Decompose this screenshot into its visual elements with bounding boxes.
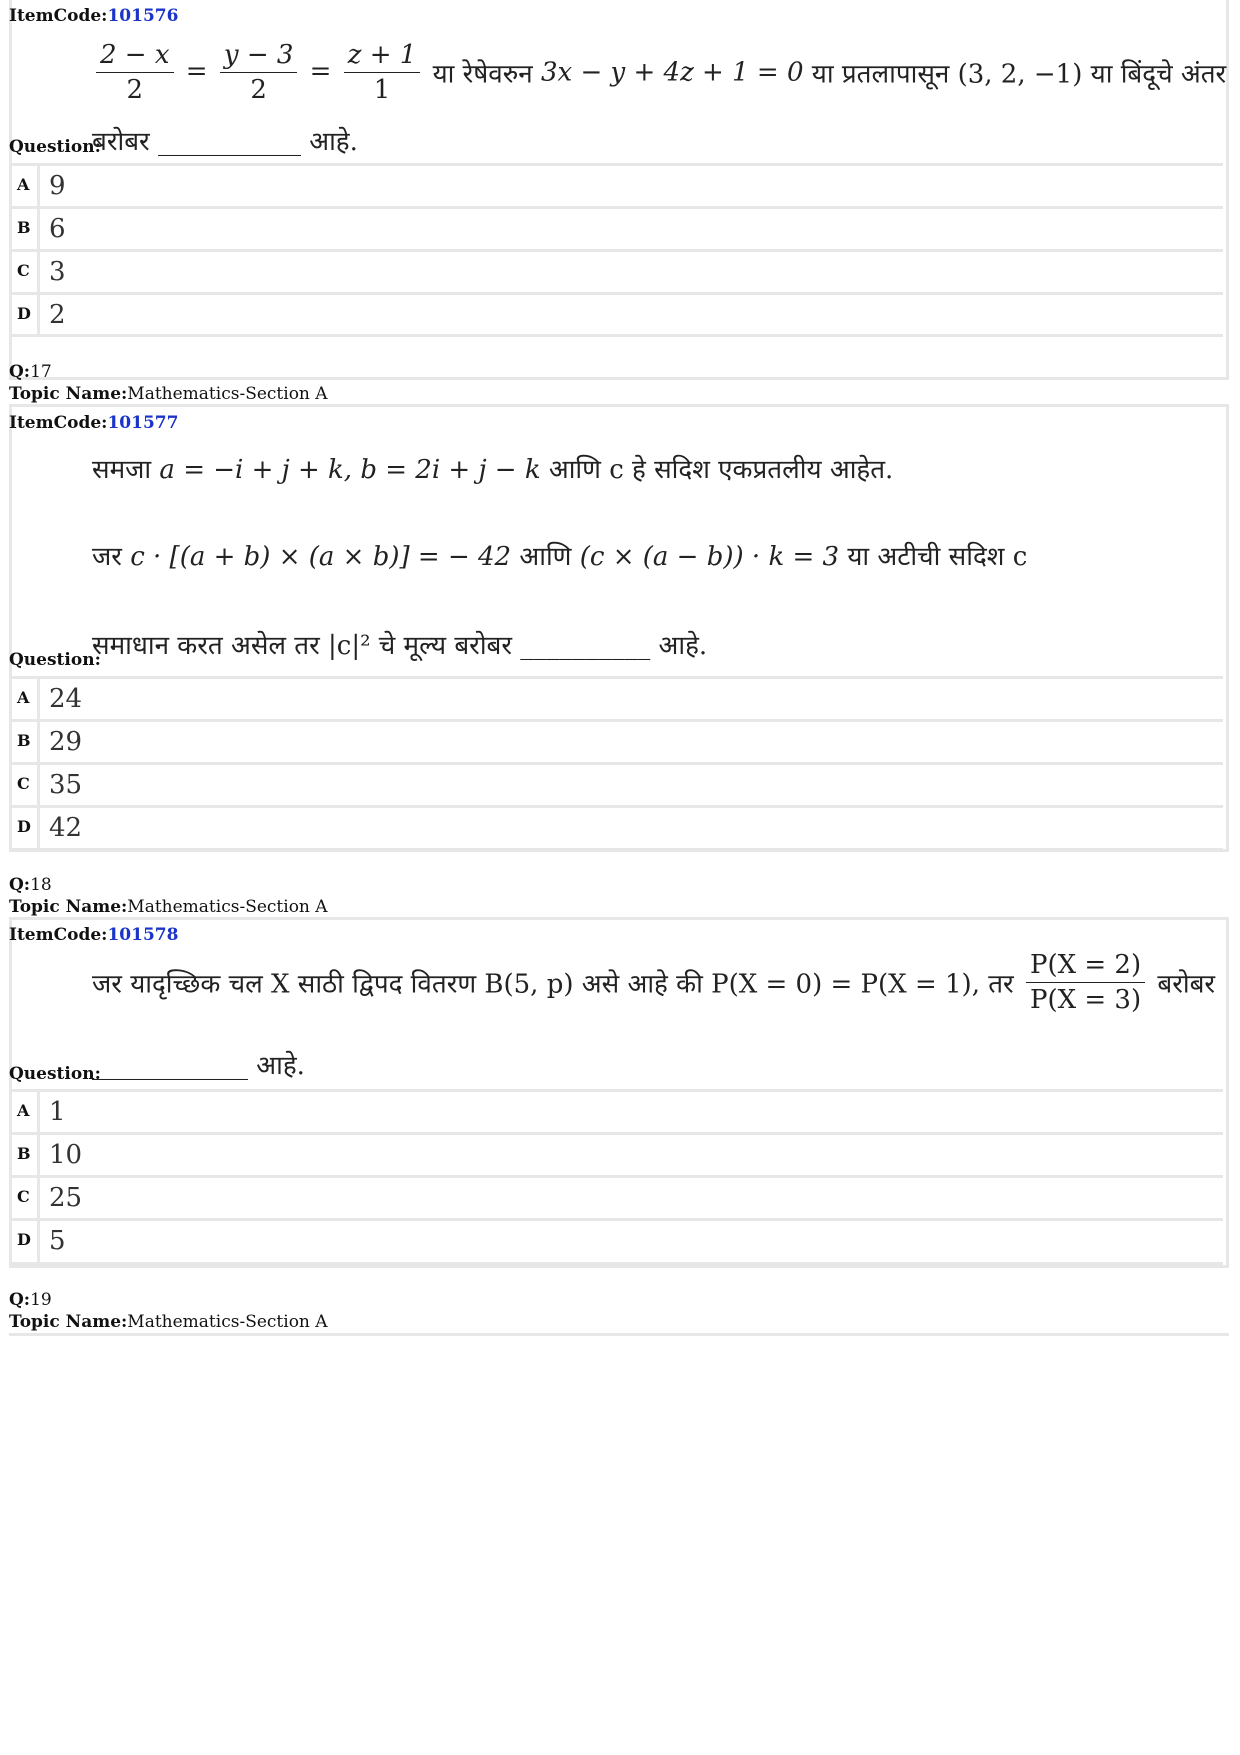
fraction-2: $\frac{y - 3}{2}$ xyxy=(220,38,298,107)
question-17-stem-line2: जर c · [(a + b) × (a × b)] = − 42 आणि (c × (a − b)) · k = 3 या अटीची सदिश c xyxy=(92,542,1028,572)
divider xyxy=(9,1333,1229,1336)
option-row-18-b[interactable]: B 10 xyxy=(9,1132,1223,1175)
option-row-16-d[interactable]: D 2 xyxy=(9,292,1223,337)
question-number-17: Q:17 xyxy=(9,362,52,382)
question-18-stem-line1: जर यादृच्छिक चल X साठी द्विपद वितरण B(5, p) असे आहे की P(X = 0) = P(X = 1), तर $\frac{P(X = 2)}{P(X = 3)}$ बरोबर xyxy=(92,950,1216,1015)
option-row-17-c[interactable]: C 35 xyxy=(9,762,1223,805)
probability-fraction: $\frac{P(X = 2)}{P(X = 3)}$ xyxy=(1026,948,1145,1017)
question-number-18: Q:18 xyxy=(9,875,52,895)
topic-name-18: Topic Name:Mathematics-Section A xyxy=(9,897,328,917)
question-17-stem-line1: समजा a = −i + j + k, b = 2i + j − k आणि c हे सदिश एकप्रतलीय आहेत. xyxy=(92,455,894,485)
question-16-stem-line1: $\frac{2 - x}{2}$ = $\frac{y - 3}{2}$ = $\frac{z + 1}{1}$ या रेषेवरुन 3x − y + 4z + 1 = 0 या प्रतलापासून (3, 2, −1) या बिंदूचे अंतर xyxy=(92,38,1226,107)
option-row-17-a[interactable]: A 24 xyxy=(9,676,1223,719)
item-code-16: ItemCode:101576 xyxy=(9,6,179,26)
option-row-18-c[interactable]: C 25 xyxy=(9,1175,1223,1218)
fraction-3: $\frac{z + 1}{1}$ xyxy=(344,38,421,107)
topic-name-19: Topic Name:Mathematics-Section A xyxy=(9,1312,328,1332)
question-label-18: Question: xyxy=(9,1064,101,1084)
option-row-16-c[interactable]: C 3 xyxy=(9,249,1223,292)
question-number-19: Q:19 xyxy=(9,1290,52,1310)
option-row-16-b[interactable]: B 6 xyxy=(9,206,1223,249)
option-row-17-d[interactable]: D 42 xyxy=(9,805,1223,851)
option-row-18-d[interactable]: D 5 xyxy=(9,1218,1223,1265)
item-code-18: ItemCode:101578 xyxy=(9,925,179,945)
question-label-17: Question: xyxy=(9,650,101,670)
option-row-18-a[interactable]: A 1 xyxy=(9,1089,1223,1132)
option-row-17-b[interactable]: B 29 xyxy=(9,719,1223,762)
topic-name-17: Topic Name:Mathematics-Section A xyxy=(9,384,328,404)
item-code-17: ItemCode:101577 xyxy=(9,413,179,433)
option-row-16-a[interactable]: A 9 xyxy=(9,163,1223,206)
fraction-1: $\frac{2 - x}{2}$ xyxy=(96,38,174,107)
question-16-stem-line2: बरोबर ___________ आहे. xyxy=(92,127,358,157)
question-17-stem-line3: समाधान करत असेल तर |c|² चे मूल्य बरोबर __________ आहे. xyxy=(92,631,708,661)
question-18-stem-line2: ____________ आहे. xyxy=(92,1051,305,1081)
question-label-16: Question: xyxy=(9,137,101,157)
